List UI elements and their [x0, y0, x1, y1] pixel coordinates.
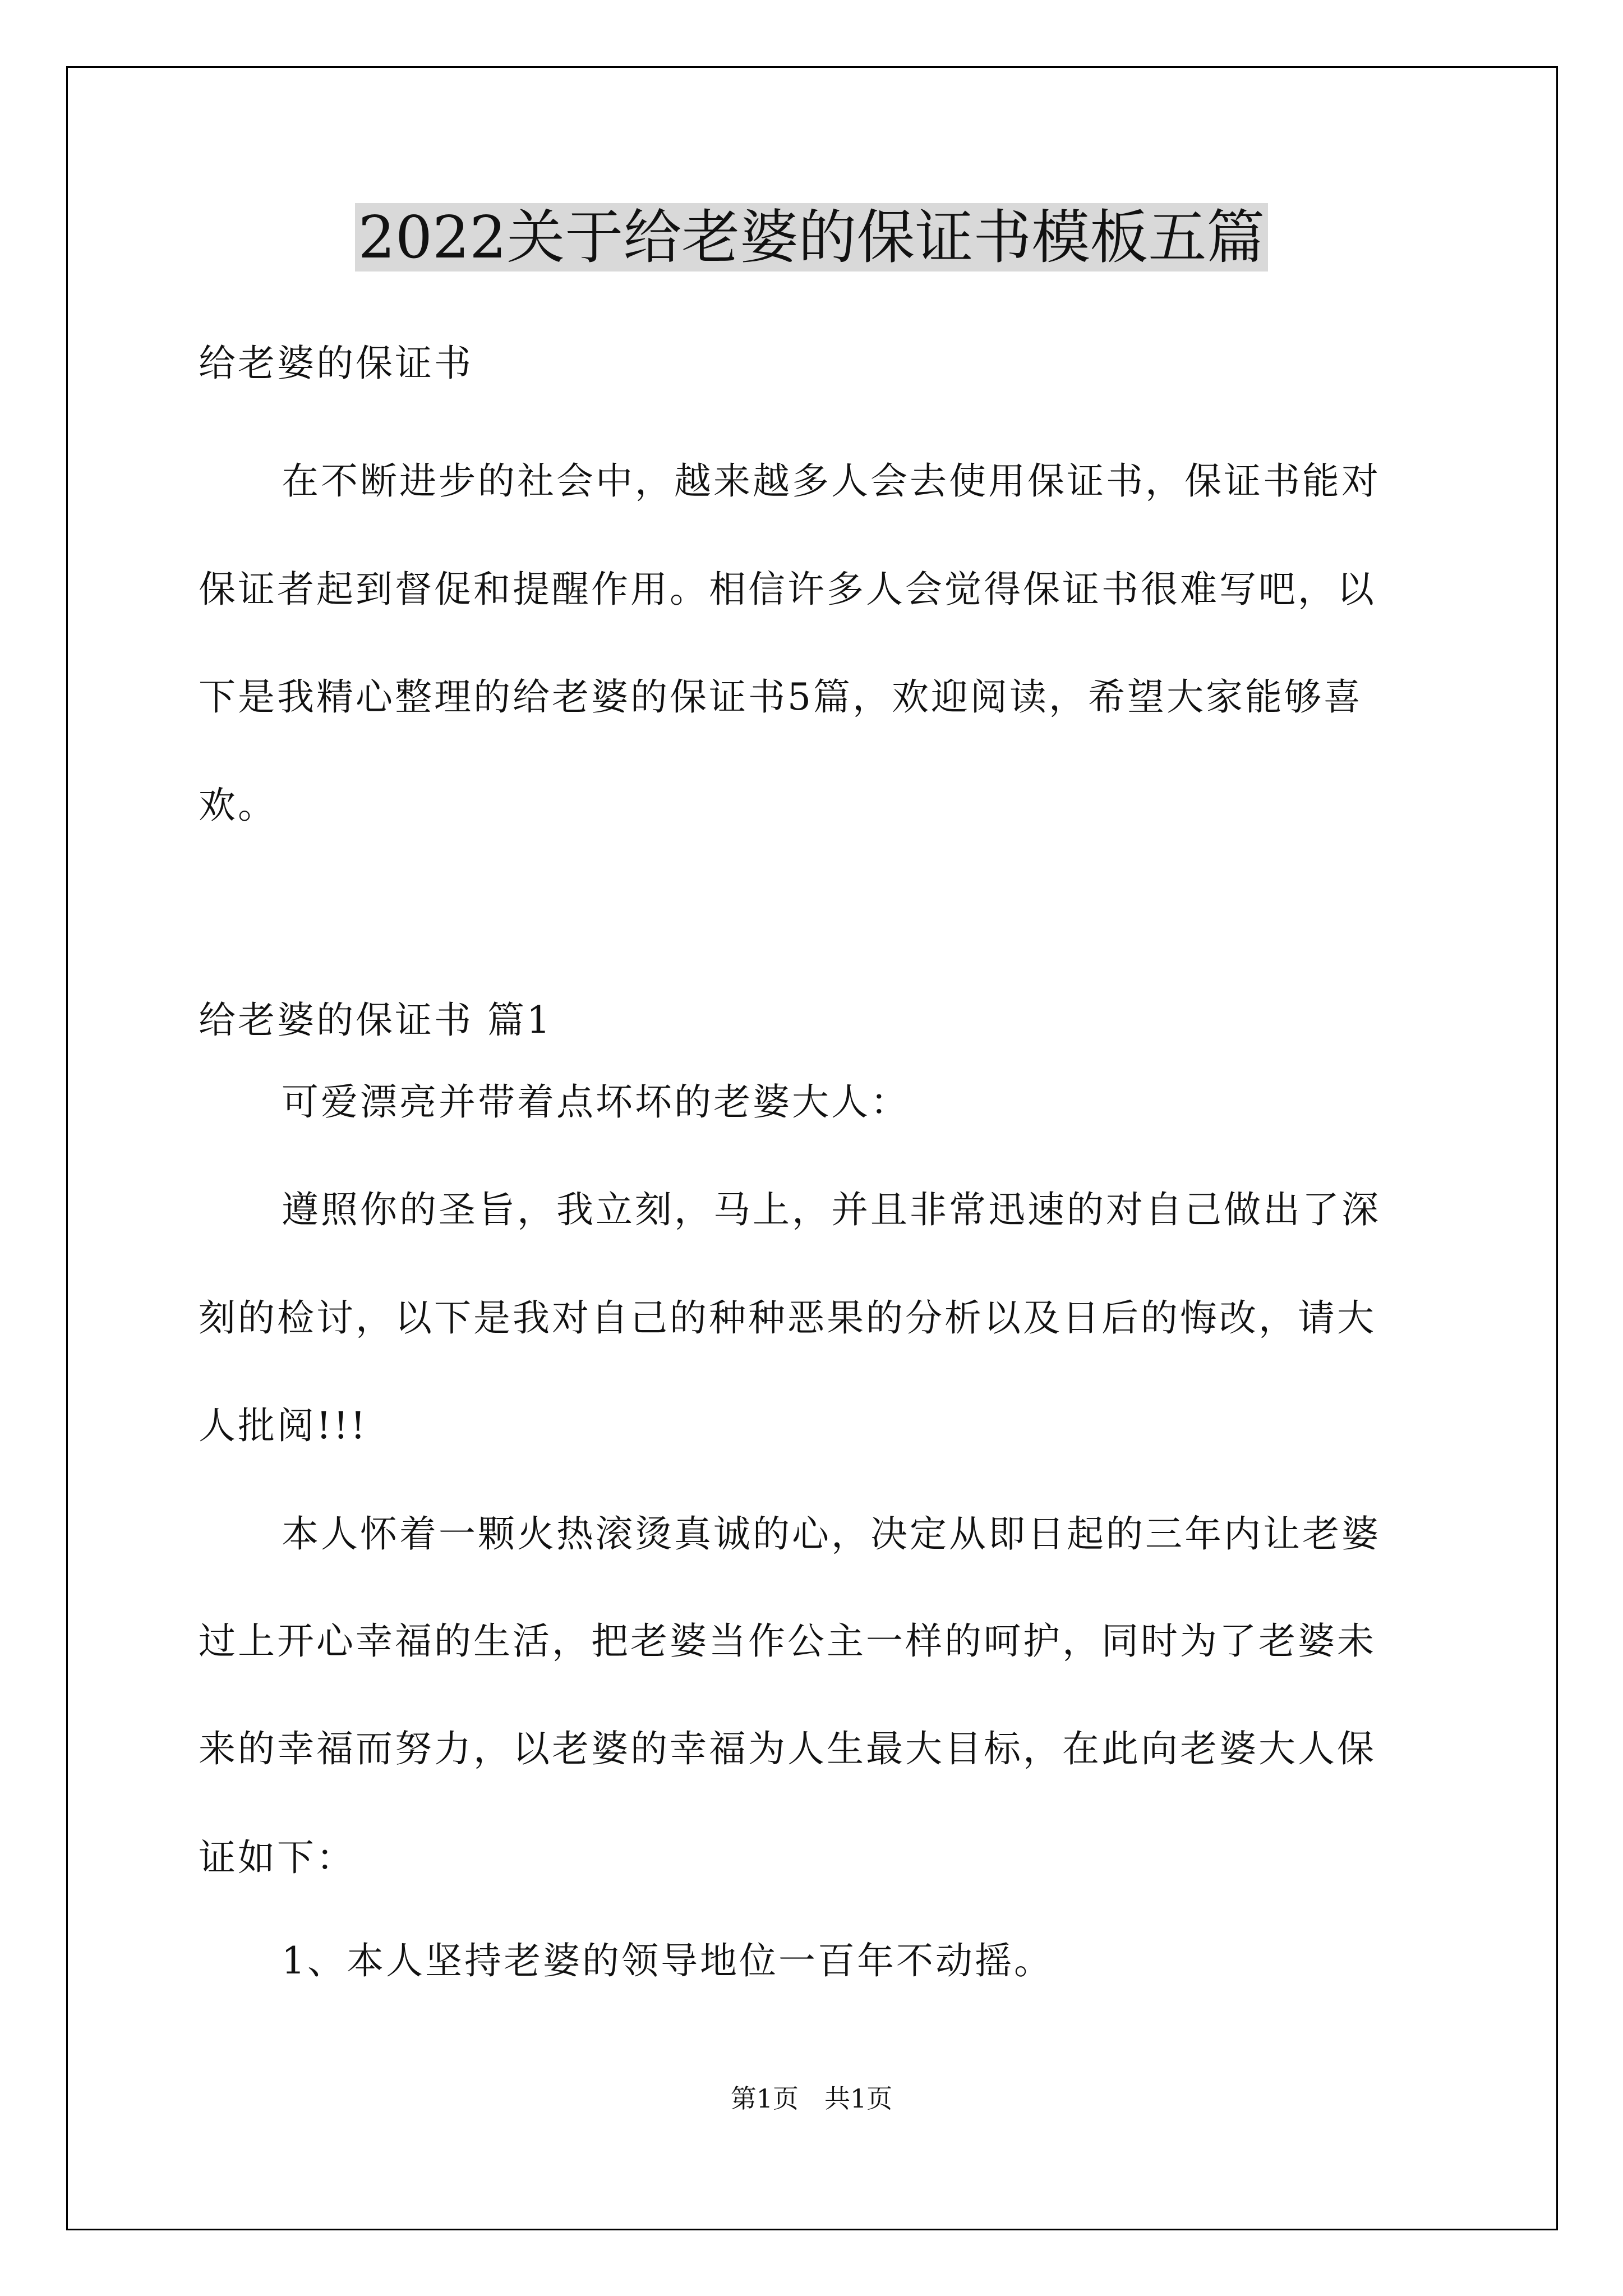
document-title: [0, 195, 1623, 279]
paragraph-line: 过上开心幸福的生活，把老婆当作公主一样的呵护，同时为了老婆未: [199, 1619, 1376, 1663]
page-footer: 第1页 共1页: [730, 2083, 893, 2114]
paragraph-line: 刻的检讨，以下是我对自己的种种恶果的分析以及日后的悔改，请大: [199, 1296, 1376, 1340]
intro-line: 下是我精心整理的给老婆的保证书5篇，欢迎阅读，希望大家能够喜: [199, 675, 1363, 719]
article-heading: 给老婆的保证书 篇1: [199, 999, 552, 1042]
paragraph-line: 证如下：: [199, 1836, 356, 1879]
greeting-line: 可爱漂亮并带着点坏坏的老婆大人：: [282, 1080, 910, 1124]
intro-line: 在不断进步的社会中，越来越多人会去使用保证书，保证书能对: [282, 459, 1381, 503]
paragraph-line: 来的幸福而努力，以老婆的幸福为人生最大目标，在此向老婆大人保: [199, 1727, 1376, 1770]
intro-line: 保证者起到督促和提醒作用。相信许多人会觉得保证书很难写吧，以: [199, 568, 1376, 611]
list-item: 1、本人坚持老婆的领导地位一百年不动摇。: [282, 1939, 1053, 1982]
paragraph-line: 遵照你的圣旨，我立刻，马上，并且非常迅速的对自己做出了深: [282, 1188, 1381, 1231]
document-title-text: 2022关于给老婆的保证书模板五篇: [355, 203, 1269, 272]
section-heading: 给老婆的保证书: [199, 342, 473, 385]
paragraph-line: 本人怀着一颗火热滚烫真诚的心，决定从即日起的三年内让老婆: [282, 1512, 1381, 1556]
intro-line: 欢。: [199, 784, 277, 827]
paragraph-line: 人批阅!!!: [199, 1404, 368, 1447]
